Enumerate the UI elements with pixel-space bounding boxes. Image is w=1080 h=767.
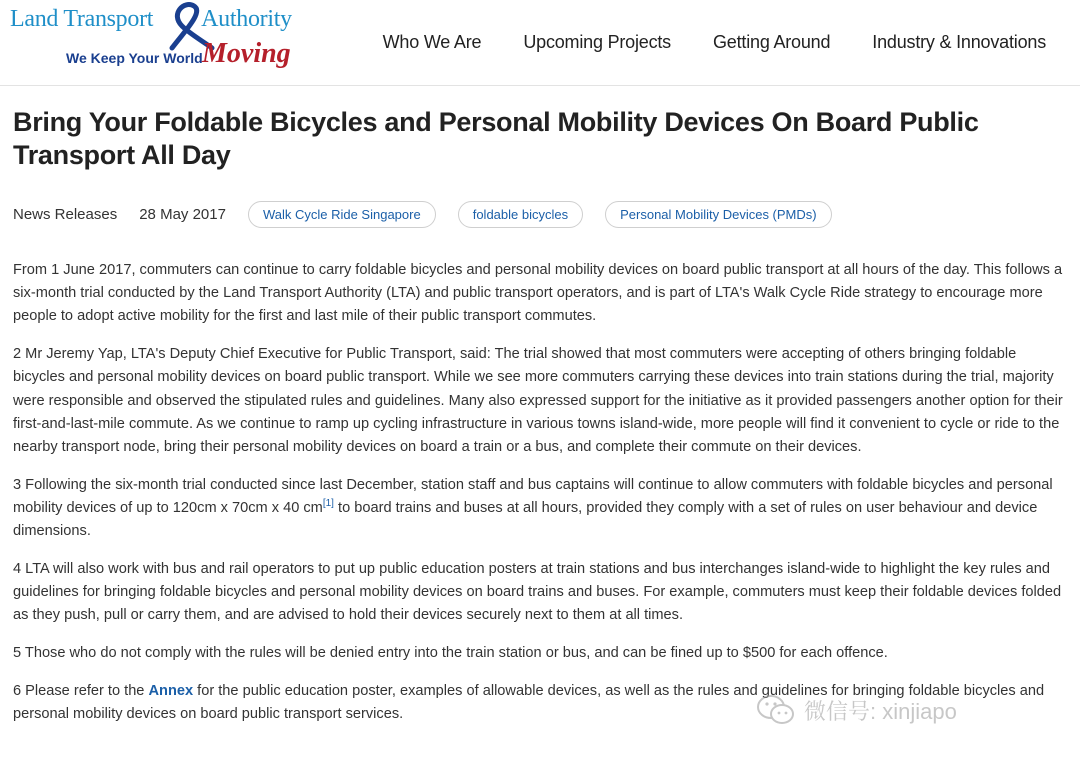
lta-logo[interactable] <box>10 2 310 82</box>
logo-text-right: Authority <box>201 6 292 32</box>
paragraph-3 <box>13 474 1063 544</box>
footnote-link[interactable]: [1] <box>322 497 334 509</box>
tag-pmds[interactable]: Personal Mobility Devices (PMDs) <box>605 201 832 228</box>
logo-moving: Moving <box>202 38 291 69</box>
wechat-icon <box>756 693 796 727</box>
tag-foldable-bicycles[interactable]: foldable bicycles <box>458 201 583 228</box>
logo-tagline: We Keep Your World <box>66 50 203 66</box>
paragraph-6-text-a: 6 Please refer to the <box>13 682 149 699</box>
site-header <box>0 0 1080 86</box>
paragraph-2: 2 Mr Jeremy Yap, LTA's Deputy Chief Executive for Public Transport, said: The trial showed that most commuters were accepting of others bringing foldable bicycles and personal mobility devices on board public transport. While we see more commuters carrying these devices into train stations during the trial, majority were responsible and observed the stipulated rules and guidelines. Many also expressed support for the initiative as it provided passengers another option for their first-and-last-mile commute. As we continue to ramp up cycling infrastructure in various towns island-wide, more people will find it convenient to cycle or ride to the nearby transport node, bring their personal mobility devices on board a train or a bus, and complete their commute on their devices. <box>13 346 1063 455</box>
article-title: Bring Your Foldable Bicycles and Personal Mobility Devices On Board Public Transport All Day <box>13 107 979 170</box>
article-date: 28 May 2017 <box>139 205 226 223</box>
paragraph-4: 4 LTA will also work with bus and rail operators to put up public education posters at train stations and bus interchanges island-wide to highlight the key rules and guidelines for bringing foldable bicycles and personal mobility devices on board trains and buses. For example, commuters must keep their foldable devices folded as they push, pull or carry them, and are advised to hold their devices securely next to them at all times. <box>13 560 1062 624</box>
nav-upcoming-projects[interactable]: Upcoming Projects <box>523 32 671 52</box>
nav-industry-innovations[interactable]: Industry & Innovations <box>872 32 1046 52</box>
paragraph-3-text-a: 3 Following the six-month trial conducted since last December, station staff and bus captains will continue to allow commuters with foldable bicycles and personal mobility devices of up to 120cm x 70cm x 40 cm <box>13 476 1053 516</box>
tag-walk-cycle-ride[interactable]: Walk Cycle Ride Singapore <box>248 201 436 228</box>
wechat-watermark <box>756 693 957 727</box>
logo-text-left: Land Transport <box>10 6 154 32</box>
main-nav <box>341 32 1046 53</box>
article-meta <box>13 200 854 228</box>
nav-who-we-are[interactable]: Who We Are <box>382 32 482 52</box>
article-category: News Releases <box>13 205 118 223</box>
watermark-text: 微信号: xinjiapo <box>804 698 957 724</box>
nav-getting-around[interactable]: Getting Around <box>713 32 831 52</box>
paragraph-1: From 1 June 2017, commuters can continue to carry foldable bicycles and personal mobility devices on board public transport at all hours of the day. This follows a six-month trial conducted by the Land Transport Authority (LTA) and public transport operators, and is part of LTA's Walk Cycle Ride strategy to encourage more people to adopt active mobility for the first and last mile of their public transport commutes. <box>13 262 1063 325</box>
logo-wordmark <box>10 6 292 33</box>
paragraph-5: 5 Those who do not comply with the rules will be denied entry into the train station or bus, and can be fined up to $500 for each offence. <box>13 644 888 661</box>
paragraph-6-text-b: for the public education poster, examples of allowable devices, as well as the rules and guidelines for bringing foldable bicycles and personal mobility devices on board public transport services. <box>13 682 1045 722</box>
article-body <box>13 259 1063 740</box>
annex-link[interactable]: Annex <box>148 682 194 699</box>
paragraph-3-text-b: to board trains and buses at all hours, provided they comply with a set of rules on user behaviour and device dimensions. <box>13 499 1038 540</box>
